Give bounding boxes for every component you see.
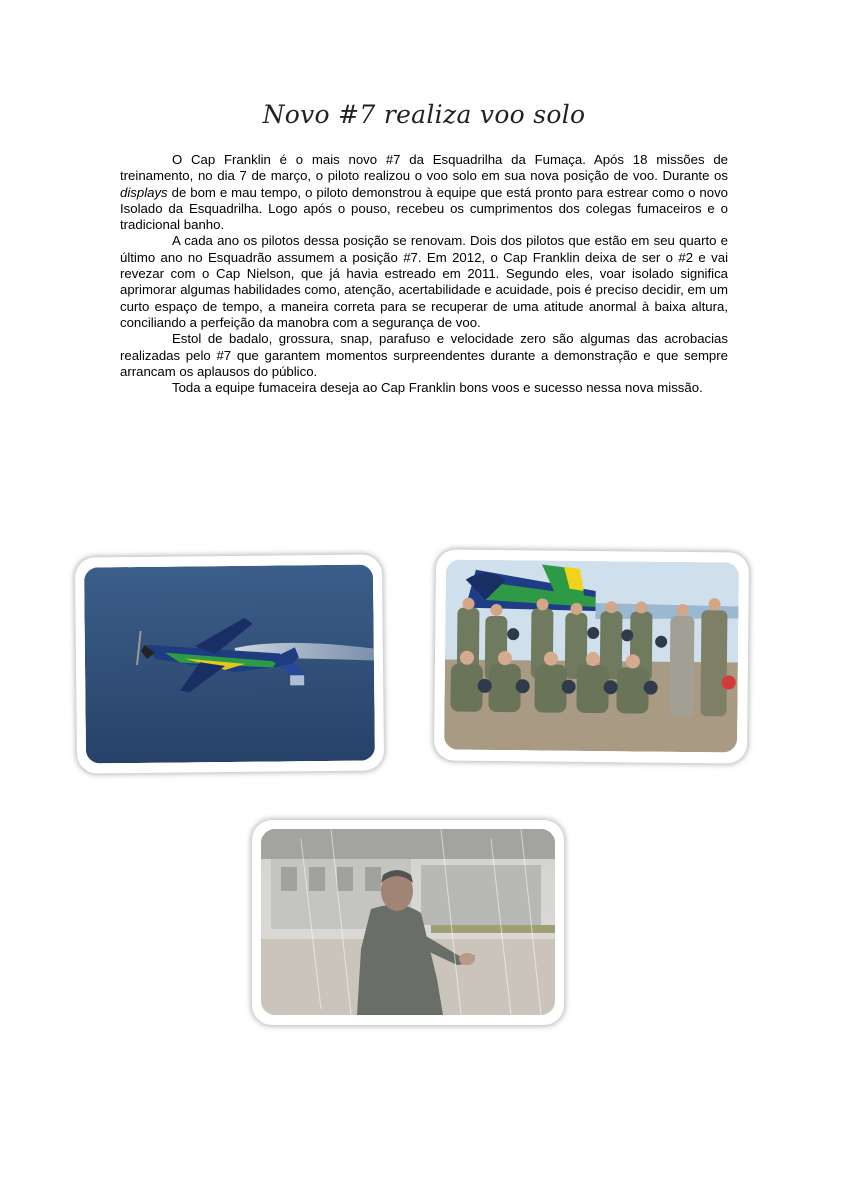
article-title: Novo #7 realiza voo solo [262,100,586,129]
team-image [444,559,739,752]
paragraph-1-text-b: de bom e mau tempo, o piloto demonstrou à equipe que está pronto para estrear como o novo Isolado da Esquadrilha. Logo após o pouso, recebeu os cumprimentos dos colegas fumaceiros e o tradicional banho. [120,184,728,233]
paragraph-3: Estol de badalo, grossura, snap, parafuso e velocidade zero são algumas das acrobacias realizadas pelo #7 que garantem momentos surpreendentes durante a demonstração e que sempre arrancam os aplausos do público. [120,331,728,379]
article-body [120,152,728,396]
shower-image [261,829,555,1015]
paragraph-1 [120,152,728,233]
paragraph-1-text-a: O Cap Franklin é o mais novo #7 da Esquadrilha da Fumaça. Após 18 missões de treinamento, no dia 7 de março, o piloto realizou o voo solo em sua nova posição de voo. Durante os [120,152,728,184]
team-group-photo [434,549,749,763]
pilot-water-shower-photo [252,820,564,1025]
aircraft-image [84,564,375,763]
paragraph-1-emphasis: displays [120,184,168,200]
paragraph-2: A cada ano os pilotos dessa posição se renovam. Dois dos pilotos que estão em seu quarto e último ano no Esquadrão assumem a posição #7. Em 2012, o Cap Franklin deixa de ser o #2 e vai revezar com o Cap Nielson, que já havia estreado em 2011. Segundo eles, voar isolado significa aprimorar algumas habilidades como, atenção, acertabilidade e acuidade, pois é preciso decidir, em um curto espaço de tempo, a maneira correta para se recuperar de uma atitude anormal à baixa altura, conciliando a perfeição da manobra com a segurança de voo. [120,233,728,330]
aircraft-in-flight-photo [75,554,384,773]
paragraph-4: Toda a equipe fumaceira deseja ao Cap Franklin bons voos e sucesso nessa nova missão. [172,380,703,396]
